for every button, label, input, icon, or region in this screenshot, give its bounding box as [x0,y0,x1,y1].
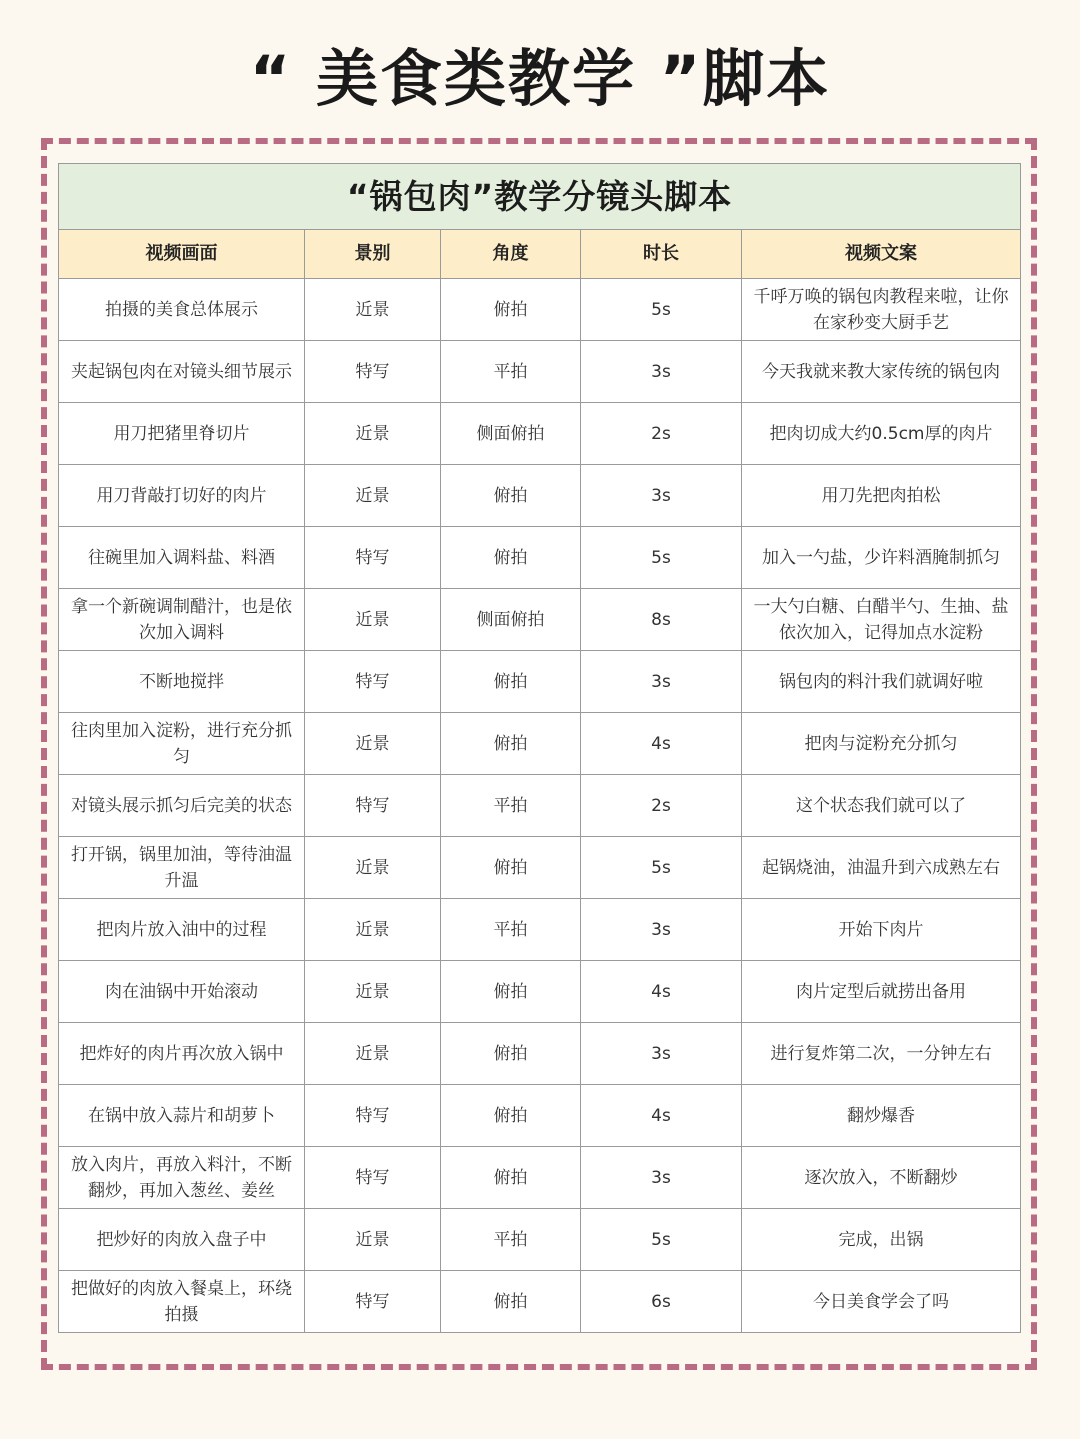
column-header-copy: 视频文案 [742,230,1021,279]
cell-duration: 4s [581,961,742,1023]
cell-copy: 把肉切成大约0.5cm厚的肉片 [742,403,1021,465]
cell-copy: 一大勺白糖、白醋半勺、生抽、盐依次加入，记得加点水淀粉 [742,589,1021,651]
table-row [59,589,1021,651]
table-row [59,837,1021,899]
cell-duration: 3s [581,341,742,403]
cell-copy: 进行复炸第二次，一分钟左右 [742,1023,1021,1085]
table-row [59,775,1021,837]
cell-copy: 今日美食学会了吗 [742,1271,1021,1333]
cell-angle: 平拍 [441,341,581,403]
cell-duration: 5s [581,279,742,341]
cell-shot-size: 近景 [305,713,441,775]
column-header-frame: 视频画面 [59,230,305,279]
cell-shot-size: 近景 [305,279,441,341]
cell-copy: 今天我就来教大家传统的锅包肉 [742,341,1021,403]
cell-copy: 开始下肉片 [742,899,1021,961]
cell-angle: 俯拍 [441,1147,581,1209]
table-row [59,899,1021,961]
cell-angle: 侧面俯拍 [441,403,581,465]
cell-copy: 把肉与淀粉充分抓匀 [742,713,1021,775]
table-row [59,465,1021,527]
cell-frame: 把炸好的肉片再次放入锅中 [59,1023,305,1085]
cell-copy: 肉片定型后就捞出备用 [742,961,1021,1023]
cell-shot-size: 近景 [305,837,441,899]
column-header-shot-size: 景别 [305,230,441,279]
table-row [59,1271,1021,1333]
cell-duration: 5s [581,1209,742,1271]
cell-duration: 2s [581,775,742,837]
cell-frame: 不断地搅拌 [59,651,305,713]
cell-duration: 4s [581,1085,742,1147]
cell-frame: 往碗里加入调料盐、料酒 [59,527,305,589]
cell-angle: 俯拍 [441,527,581,589]
cell-copy: 锅包肉的料汁我们就调好啦 [742,651,1021,713]
cell-shot-size: 特写 [305,1147,441,1209]
cell-duration: 4s [581,713,742,775]
cell-copy: 加入一勺盐，少许料酒腌制抓匀 [742,527,1021,589]
cell-shot-size: 近景 [305,1209,441,1271]
cell-copy: 翻炒爆香 [742,1085,1021,1147]
table-title: “锅包肉”教学分镜头脚本 [59,164,1021,230]
table-row [59,1085,1021,1147]
cell-angle: 俯拍 [441,1271,581,1333]
cell-duration: 6s [581,1271,742,1333]
cell-frame: 肉在油锅中开始滚动 [59,961,305,1023]
table-row [59,279,1021,341]
cell-copy: 逐次放入，不断翻炒 [742,1147,1021,1209]
cell-duration: 3s [581,1147,742,1209]
cell-shot-size: 特写 [305,341,441,403]
cell-angle: 俯拍 [441,961,581,1023]
table-row [59,527,1021,589]
cell-frame: 拍摄的美食总体展示 [59,279,305,341]
cell-frame: 夹起锅包肉在对镜头细节展示 [59,341,305,403]
cell-shot-size: 特写 [305,651,441,713]
cell-frame: 对镜头展示抓匀后完美的状态 [59,775,305,837]
cell-duration: 5s [581,527,742,589]
cell-frame: 把做好的肉放入餐桌上，环绕拍摄 [59,1271,305,1333]
cell-frame: 打开锅，锅里加油，等待油温升温 [59,837,305,899]
cell-frame: 用刀背敲打切好的肉片 [59,465,305,527]
column-header-angle: 角度 [441,230,581,279]
cell-frame: 拿一个新碗调制醋汁，也是依次加入调料 [59,589,305,651]
cell-shot-size: 特写 [305,775,441,837]
column-header-duration: 时长 [581,230,742,279]
cell-copy: 起锅烧油，油温升到六成熟左右 [742,837,1021,899]
cell-angle: 侧面俯拍 [441,589,581,651]
cell-copy: 这个状态我们就可以了 [742,775,1021,837]
cell-duration: 8s [581,589,742,651]
table-row [59,341,1021,403]
cell-shot-size: 近景 [305,1023,441,1085]
table-body [59,279,1021,1333]
cell-shot-size: 特写 [305,527,441,589]
cell-angle: 俯拍 [441,465,581,527]
cell-copy: 完成，出锅 [742,1209,1021,1271]
table-row [59,1023,1021,1085]
table-row [59,651,1021,713]
cell-shot-size: 近景 [305,961,441,1023]
cell-duration: 5s [581,837,742,899]
storyboard-table [58,163,1021,1333]
cell-angle: 俯拍 [441,279,581,341]
cell-shot-size: 特写 [305,1271,441,1333]
cell-duration: 2s [581,403,742,465]
table-row [59,961,1021,1023]
cell-copy: 用刀先把肉拍松 [742,465,1021,527]
cell-angle: 俯拍 [441,1085,581,1147]
table-row [59,713,1021,775]
cell-frame: 把炒好的肉放入盘子中 [59,1209,305,1271]
cell-frame: 用刀把猪里脊切片 [59,403,305,465]
cell-angle: 俯拍 [441,651,581,713]
cell-shot-size: 近景 [305,465,441,527]
cell-frame: 放入肉片，再放入料汁，不断翻炒，再加入葱丝、姜丝 [59,1147,305,1209]
cell-angle: 平拍 [441,899,581,961]
cell-duration: 3s [581,465,742,527]
cell-shot-size: 近景 [305,899,441,961]
cell-frame: 在锅中放入蒜片和胡萝卜 [59,1085,305,1147]
cell-angle: 俯拍 [441,1023,581,1085]
cell-shot-size: 近景 [305,403,441,465]
cell-angle: 平拍 [441,1209,581,1271]
cell-copy: 千呼万唤的锅包肉教程来啦，让你在家秒变大厨手艺 [742,279,1021,341]
cell-frame: 把肉片放入油中的过程 [59,899,305,961]
cell-angle: 俯拍 [441,837,581,899]
cell-duration: 3s [581,1023,742,1085]
cell-angle: 平拍 [441,775,581,837]
table-row [59,403,1021,465]
page-title: “ 美食类教学 ”脚本 [249,42,831,115]
table-row [59,1147,1021,1209]
cell-angle: 俯拍 [441,713,581,775]
cell-shot-size: 特写 [305,1085,441,1147]
cell-duration: 3s [581,651,742,713]
cell-frame: 往肉里加入淀粉，进行充分抓匀 [59,713,305,775]
cell-duration: 3s [581,899,742,961]
cell-shot-size: 近景 [305,589,441,651]
table-row [59,1209,1021,1271]
